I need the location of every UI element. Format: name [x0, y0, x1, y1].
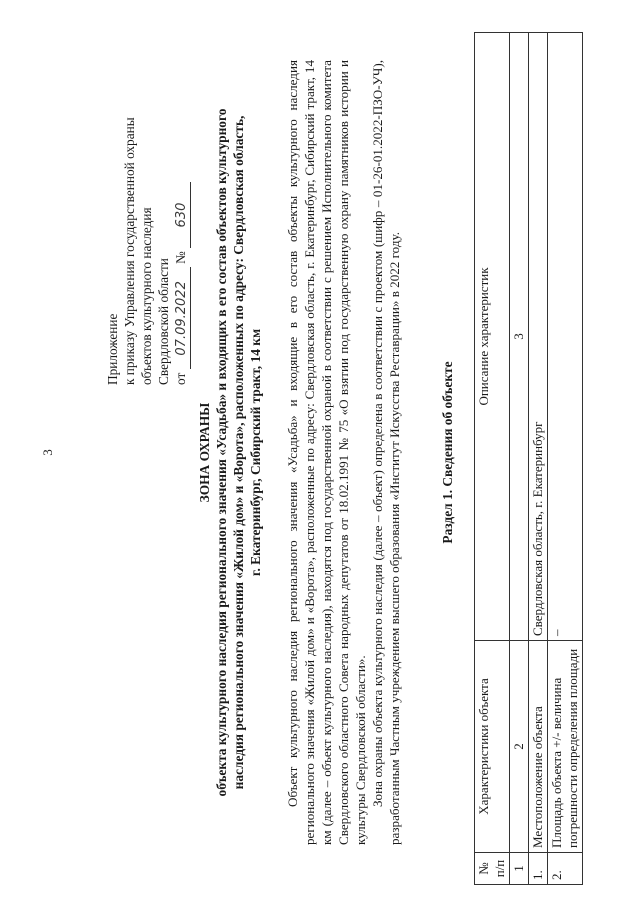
paragraph: Зона охраны объекта культурного наследия (далее – объект) определена в соответствии с проектом (шифр – 01-26-01.2022-ПЗО-УЧ), разработанным Частным учреждением высшего образования «Институт Искусства Реставрации» в 2022 году.: [370, 60, 402, 845]
table-cell: Площадь объекта +/- величина погрешности определения площади: [548, 641, 583, 853]
table-cell: 2.: [548, 853, 583, 885]
table-cell: 1.: [529, 853, 548, 885]
table-header-row: [475, 33, 510, 885]
paragraph: Объект культурного наследия регионального значения «Усадьба» и входящие в его состав объекты культурного наследия регионального значения «Жилой дом» и «Ворота», расположенные по адресу: Свердловская область, г. Екатеринбург, Сибирский тракт, 14 км (далее – объект культурного наследия), находятся под государственной охраной в соответствии с решением Исполнительного комитета Свердловского областного Совета народных депутатов от 18.02.1991 № 75 «О взятии под государственную охрану памятников истории и культуры Свердловской области».: [285, 60, 368, 845]
document-title: [196, 0, 264, 905]
handwritten-date: 07.09.2022: [173, 267, 191, 369]
title-line: г. Екатеринбург, Сибирский тракт, 14 км: [248, 328, 263, 577]
table-cell: Свердловская область, г. Екатеринбург: [529, 33, 548, 641]
table-header: Характеристики объекта: [475, 641, 510, 853]
title-line: объекта культурного наследия регионального значения «Усадьба» и входящих в его состав объектов культурного: [214, 108, 229, 797]
table-numbering-row: [510, 33, 529, 885]
appendix-block: [104, 25, 191, 385]
table-cell: –: [548, 33, 583, 641]
table-cell: 1: [510, 853, 529, 885]
appendix-line: Свердловской области: [156, 258, 171, 385]
section-title: Раздел 1. Сведения об объекте: [440, 361, 455, 544]
appendix-line: объектов культурного наследия: [139, 207, 154, 385]
table-row: [529, 33, 548, 885]
appendix-line: к приказу Управления государственной охраны: [122, 117, 137, 385]
date-prefix: от: [173, 372, 188, 385]
table-cell: Местоположение объекта: [529, 641, 548, 853]
title-line: ЗОНА ОХРАНЫ: [197, 402, 212, 503]
page-number: 3: [40, 449, 55, 456]
object-info-table: [474, 32, 583, 885]
number-prefix: №: [173, 251, 188, 265]
appendix-line: Приложение: [105, 313, 120, 385]
table-cell: 2: [510, 641, 529, 853]
handwritten-number: 630: [173, 182, 191, 248]
title-line: наследия регионального значения «Жилой дом» и «Ворота», расположенных по адресу: Свердловская область,: [231, 115, 246, 790]
table-header: Описание характеристик: [475, 33, 510, 641]
table-cell: 3: [510, 33, 529, 641]
table-header: № п/п: [475, 853, 510, 885]
body-text: [284, 60, 403, 845]
table-row: [548, 33, 583, 885]
appendix-date-line: [172, 25, 191, 385]
